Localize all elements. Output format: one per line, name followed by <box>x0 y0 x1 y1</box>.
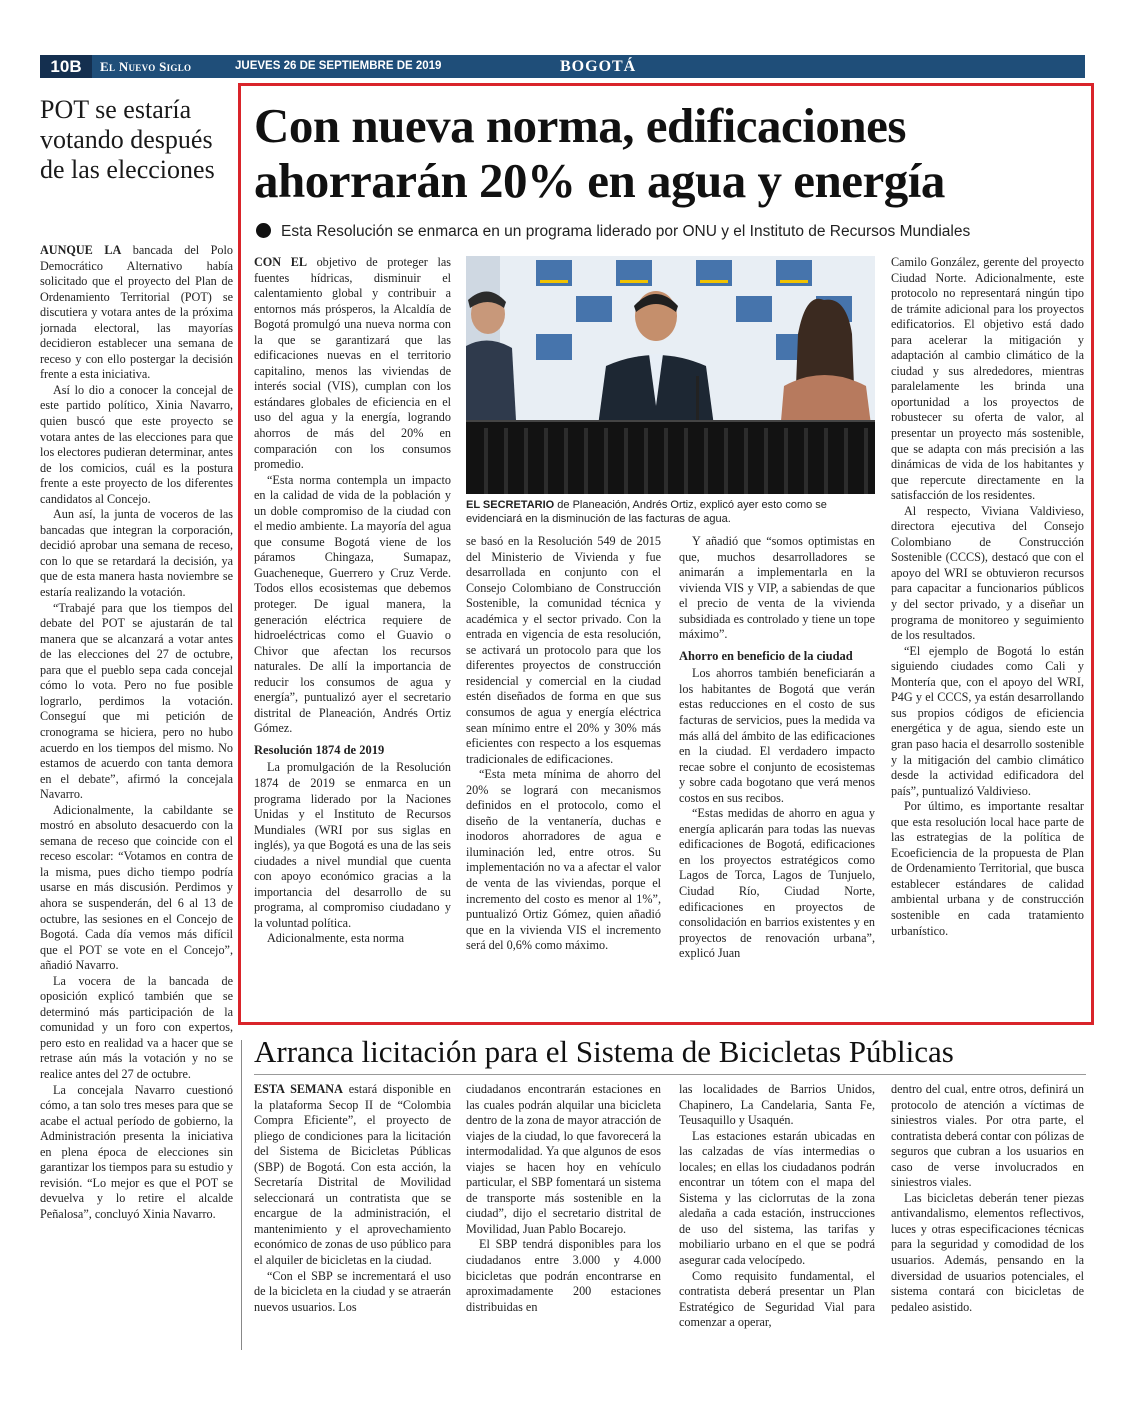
sidebar-paragraph: AUNQUE LA bancada del Polo Democrático Alternativo había solicitado que el proyecto del Plan de Ordenamiento Territorial (POT) se discutiera y votara antes de la próxima jornada electoral, las mayorías decidieron establecer una semana de receso y con ello postergar la decisión frente a esta iniciativa. <box>40 243 233 382</box>
sidebar-paragraph: Así lo dio a conocer la concejal de este partido político, Xinia Navarro, quien buscó que este proyecto se votara antes de las elecciones para que los electores pudieran determinar, antes de los comicios, cuál es la postura frente a este proyecto de los diferentes candidatos al Concejo. <box>40 382 233 506</box>
caption-lead: EL SECRETARIO <box>466 499 555 511</box>
sidebar-paragraph: Aun así, la junta de voceros de las bancadas que integran la corporación, decidió aprobar una semana de receso, con lo que se retardará la decisión, ya que de esta manera hasta noviembre se estaría realizando la votación. <box>40 507 233 600</box>
second-col-2 <box>466 1082 661 1354</box>
second-col-1 <box>254 1082 451 1354</box>
subheading: Ahorro en beneficio de la ciudad <box>679 648 853 663</box>
masthead: El Nuevo Siglo <box>100 59 192 74</box>
main-col-4 <box>891 255 1084 1005</box>
sidebar-paragraph: La vocera de la bancada de oposición explicó también que se determinó más participación de la comunidad y un foro con expertos, pero esto en realidad va a hacer que se retrase aún más la votación y no se realice antes del 27 de octubre. <box>40 973 233 1081</box>
bullet-icon <box>256 223 271 238</box>
subheading: Resolución 1874 de 2019 <box>254 742 385 757</box>
page-header <box>40 55 1085 78</box>
second-paragraph: Las bicicletas deberán tener piezas antivandalismo, elementos reflectivos, luces y otras especificaciones técnicas para la seguridad y comodidad de los usuarios. Además, pensando en la diversidad de usuarios potenciales, el sistema contará con bicicletas de pedaleo asistido. <box>891 1190 1084 1314</box>
main-paragraph: “El ejemplo de Bogotá lo están siguiendo ciudades como Cali y Montería que, con el apoyo del WRI, P4G y el CCCS, ya están desarrollando sus propios códigos de eficiencia energética y de agua, siendo este un gran paso hacia el desarrollo sostenible y la mitigación del cambio climático desde la actividad edificadora del país”, puntualizó Valdivieso. <box>891 643 1084 798</box>
sidebar-paragraph: Adicionalmente, la cabildante se mostró en absoluto desacuerdo con la semana de receso que coincide con el receso escolar: “Votamos en contra de la misma, pues dicho tiempo podría usarse en más discusión. Perdimos y ahora se suspenderán, del 6 al 13 de octubre, las sesiones en el Concejo de Bogotá. Cada día vemos más difícil que el POT se vote en el Concejo”, añadió Navarro. <box>40 802 233 973</box>
column-divider <box>241 1040 242 1350</box>
headline-rule <box>254 1074 1086 1075</box>
section-name: BOGOTÁ <box>560 58 637 75</box>
second-headline: Arranca licitación para el Sistema de Bicicletas Públicas <box>254 1034 954 1069</box>
main-col-2 <box>466 534 661 1004</box>
second-lead: ESTA SEMANA <box>254 1082 343 1096</box>
main-col-3 <box>679 534 875 1004</box>
main-paragraph: Los ahorros también beneficiarán a los habitantes de Bogotá que verán estas reducciones en el costo de sus facturas de servicios, pues la medida va más allá del ámbito de las edificaciones en la ciudad. El verdadero impacto recae sobre el conjunto de ecosistemas y sobre cada bogotano que verá menos costos en sus recibos. <box>679 666 875 805</box>
press-photo <box>466 256 875 494</box>
second-paragraph: Las estaciones estarán ubicadas en las calzadas de vías intermedias o locales; en ellas los ciudadanos podrán encontrar un tótem con el mapa del Sistema y las ciclorrutas de la zona aledaña a cada estación, instrucciones de uso del sistema, las tarifas y mobiliario urbano en el que se podrá asegurar cada velocípedo. <box>679 1128 875 1268</box>
sidebar-body <box>40 243 233 1353</box>
main-lead: CON EL <box>254 255 307 269</box>
main-deck: Esta Resolución se enmarca en un programa liderado por ONU y el Instituto de Recursos Mundiales <box>256 222 970 242</box>
second-paragraph: las localidades de Barrios Unidos, Chapinero, La Candelaria, Santa Fe, Teusaquillo y Usaquén. <box>679 1082 875 1128</box>
main-paragraph: CON EL objetivo de proteger las fuentes hídricas, disminuir el calentamiento global y contribuir a entornos más prósperos, la Alcaldía de Bogotá promulgó una nueva norma con la que se garantizará que las edificaciones nuevas en el territorio capitalino, menos las viviendas de interés social (VIS), cumplan con los estándares globales de eficiencia en el uso del agua y la energía, logrando ahorros de más del 20% en comparación con los consumos promedio. <box>254 255 451 472</box>
main-paragraph: La promulgación de la Resolución 1874 de 2019 se enmarca en un programa liderado por la Naciones Unidas y el Instituto de Recursos Mundiales (WRI por sus siglas en inglés), ya que Bogotá es una de las seis ciudades a nivel mundial que cuenta con apoyo económico gracias a la importancia del desarrollo de su programa, al compromiso ciudadano y la voluntad política. <box>254 760 451 930</box>
main-col-1 <box>254 255 451 1005</box>
second-paragraph: Como requisito fundamental, el contratista deberá presentar un Plan Estratégico de Seguridad Vial para comenzar a operar, <box>679 1268 875 1330</box>
main-paragraph: Adicionalmente, esta norma <box>267 931 405 946</box>
second-paragraph: dentro del cual, entre otros, definirá un protocolo de atención a víctimas de siniestros viales. Por otra parte, el contratista deberá contar con pólizas de seguros que cubran a los usuarios en caso de verse involucrados en siniestros viales. <box>891 1082 1084 1190</box>
second-col-3 <box>679 1082 875 1354</box>
second-paragraph: ciudadanos encontrarán estaciones en las cuales podrán alquilar una bicicleta dentro de la zona de mayor atracción de viajes de la ciudad, lo que favorecerá la intermodalidad. Ya que algunos de esos viajes se hacen hoy en vehículo particular, el SBP fomentará un sistema de transporte más sostenible en la ciudad”, dijo el secretario distrital de Movilidad, Juan Pablo Bocarejo. <box>466 1082 661 1236</box>
sidebar-paragraph: “Trabajé para que los tiempos del debate del POT se ajustarán de tal manera que se alcanzará a votar antes de las elecciones del 27 de octubre, para que el pueblo sepa cada concejal cómo lo vota. Pero no fue posible lograrlo, perdimos la votación. Conseguí que mi petición de cronograma se hiciera, pero no hubo acuerdo en los tiempos del mismo. No estamos de acuerdo con tanta demora en el debate”, afirmó la concejala Navarro. <box>40 600 233 802</box>
photo-caption: EL SECRETARIO de Planeación, Andrés Ortiz, explicó ayer esto como se evidenciará en la disminución de las facturas de agua. <box>466 499 827 525</box>
issue-date: JUEVES 26 DE SEPTIEMBRE DE 2019 <box>235 60 442 72</box>
second-paragraph: El SBP tendrá disponibles para los ciudadanos entre 3.000 y 4.000 bicicletas que podrán encontrarse en aproximadamente 200 estaciones distribuidas en <box>466 1237 661 1314</box>
sidebar-lead: AUNQUE LA <box>40 243 122 257</box>
main-paragraph: Y añadió que “somos optimistas en que, muchos desarrolladores se animarán a implementarla en la vivienda VIS y VIP, a sabiendas de que el precio de venta de la vivienda subsidiada es controlado y tiene un tope máximo”. <box>679 534 875 642</box>
sidebar-paragraph: La concejala Navarro cuestionó cómo, a tan solo tres meses para que se acabe el actual período de gobierno, la Administración presenta la iniciativa en plena época de elecciones sin garantizar los tiempos para su estudio y revisión. “Lo mejor es que el POT se devuelva y lo retire el alcalde Peñalosa”, concluyó Xinia Navarro. <box>40 1082 233 1221</box>
main-headline: Con nueva norma, edificaciones ahorrarán 20% en agua y energía <box>254 98 945 208</box>
second-col-4 <box>891 1082 1084 1354</box>
main-paragraph: “Esta norma contempla un impacto en la calidad de vida de la población y un doble compromiso de la ciudad con el medio ambiente. La mayoría del agua que consume Bogotá viene de los páramos Chingaza, Sumapaz, Guacheneque, Guerrero y Cruz Verde. Todos ellos ecosistemas que debemos proteger. De igual manera, la generación eléctrica requiere de hidroeléctricas como el Guavio o Chivor que afectan los recursos naturales. De allí la importancia de reducir los consumos de agua y energía”, puntualizó ayer el secretario distrital de Planeación, Andrés Ortiz Gómez. <box>254 472 451 736</box>
main-paragraph: se basó en la Resolución 549 de 2015 del Ministerio de Vivienda y fue desarrollada en conjunto con el Consejo Colombiano de Construcción Sostenible, la comunidad técnica y académica y el sector privado. Con la entrada en vigencia de esta resolución, se activará un protocolo para que los diferentes proyectos de construcción residencial y comercial en la ciudad estén diseñados de forma en que sus consumos de agua y energía eléctrica sean mínimo entre el 20% y 30% más eficientes con respecto a los esquemas tradicionales de edificaciones. <box>466 534 661 766</box>
page-number: 10B <box>40 55 92 78</box>
sidebar-headline: POT se estaría votando después de las elecciones <box>40 95 215 184</box>
second-paragraph: ESTA SEMANA estará disponible en la plataforma Secop II de “Colombia Compra Eficiente”, el proyecto de pliego de condiciones para la licitación del Sistema de Bicicletas Públicas (SBP) de Bogotá. Con esta acción, la Secretaría Distrital de Movilidad seleccionará un contratista que se encargue de la administración, el mantenimiento y el aprovechamiento económico de zonas de uso público para el alquiler de bicicletas en la ciudad. <box>254 1082 451 1268</box>
photo-illustration <box>466 256 875 494</box>
main-paragraph: Al respecto, Viviana Valdivieso, directora ejecutiva del Consejo Colombiano de Construcción Sostenible (CCCS), destacó que con el apoyo del WRI se obtuvieron recursos para capacitar a funcionarios públicos y del sector privado, y a diseñar un programa de monitoreo y seguimiento de los resultados. <box>891 503 1084 643</box>
second-paragraph: “Con el SBP se incrementará el uso de la bicicleta en la ciudad y se atraerán nuevos usuarios. Los <box>254 1268 451 1314</box>
main-paragraph: Camilo González, gerente del proyecto Ciudad Norte. Adicionalmente, este protocolo no representará ningún tipo de trámite adicional para los proyectos edificatorios. El objetivo está dado para acelerar la mitigación y adaptación al cambio climático de la ciudad y sus alrededores, mientras paralelamente les brinda una oportunidad a los proyectos de robustecer su oferta de valor, al presentar un proyecto más sostenible, que se adapta con más precisión a las dinámicas de vida de los habitantes y que repercute directamente en la satisfacción de los residentes. <box>891 255 1084 503</box>
main-paragraph: “Estas medidas de ahorro en agua y energía aplicarán para todas las nuevas edificaciones de Bogotá, edificaciones en los proyectos estratégicos como Lagos de Torca, Lagos de Tunjuelo, Ciudad Río, Ciudad Norte, edificaciones en proyectos de consolidación en barrios existentes y en proyectos de renovación urbana”, explicó Juan <box>679 806 875 961</box>
main-paragraph: “Esta meta mínima de ahorro del 20% se logrará con mecanismos definidos en el protocolo, como el diseño de la ventanería, duchas e inodoros ahorradores de agua e iluminación led, entre otros. Su implementación no va a afectar el valor de venta de las viviendas, porque el incremento del costo es menor al 1%”, puntualizó Ortiz Gómez, quien añadió que en la vivienda VIS el incremento será del 0,6% como máximo. <box>466 767 661 953</box>
main-paragraph: Por último, es importante resaltar que esta resolución local hace parte de las estrategias de la política de Ecoeficiencia de la propuesta de Plan de Ordenamiento Territorial, que busca establecer estándares de calidad ambiental urbana y de construcción sostenible en cada tratamiento urbanístico. <box>891 799 1084 938</box>
